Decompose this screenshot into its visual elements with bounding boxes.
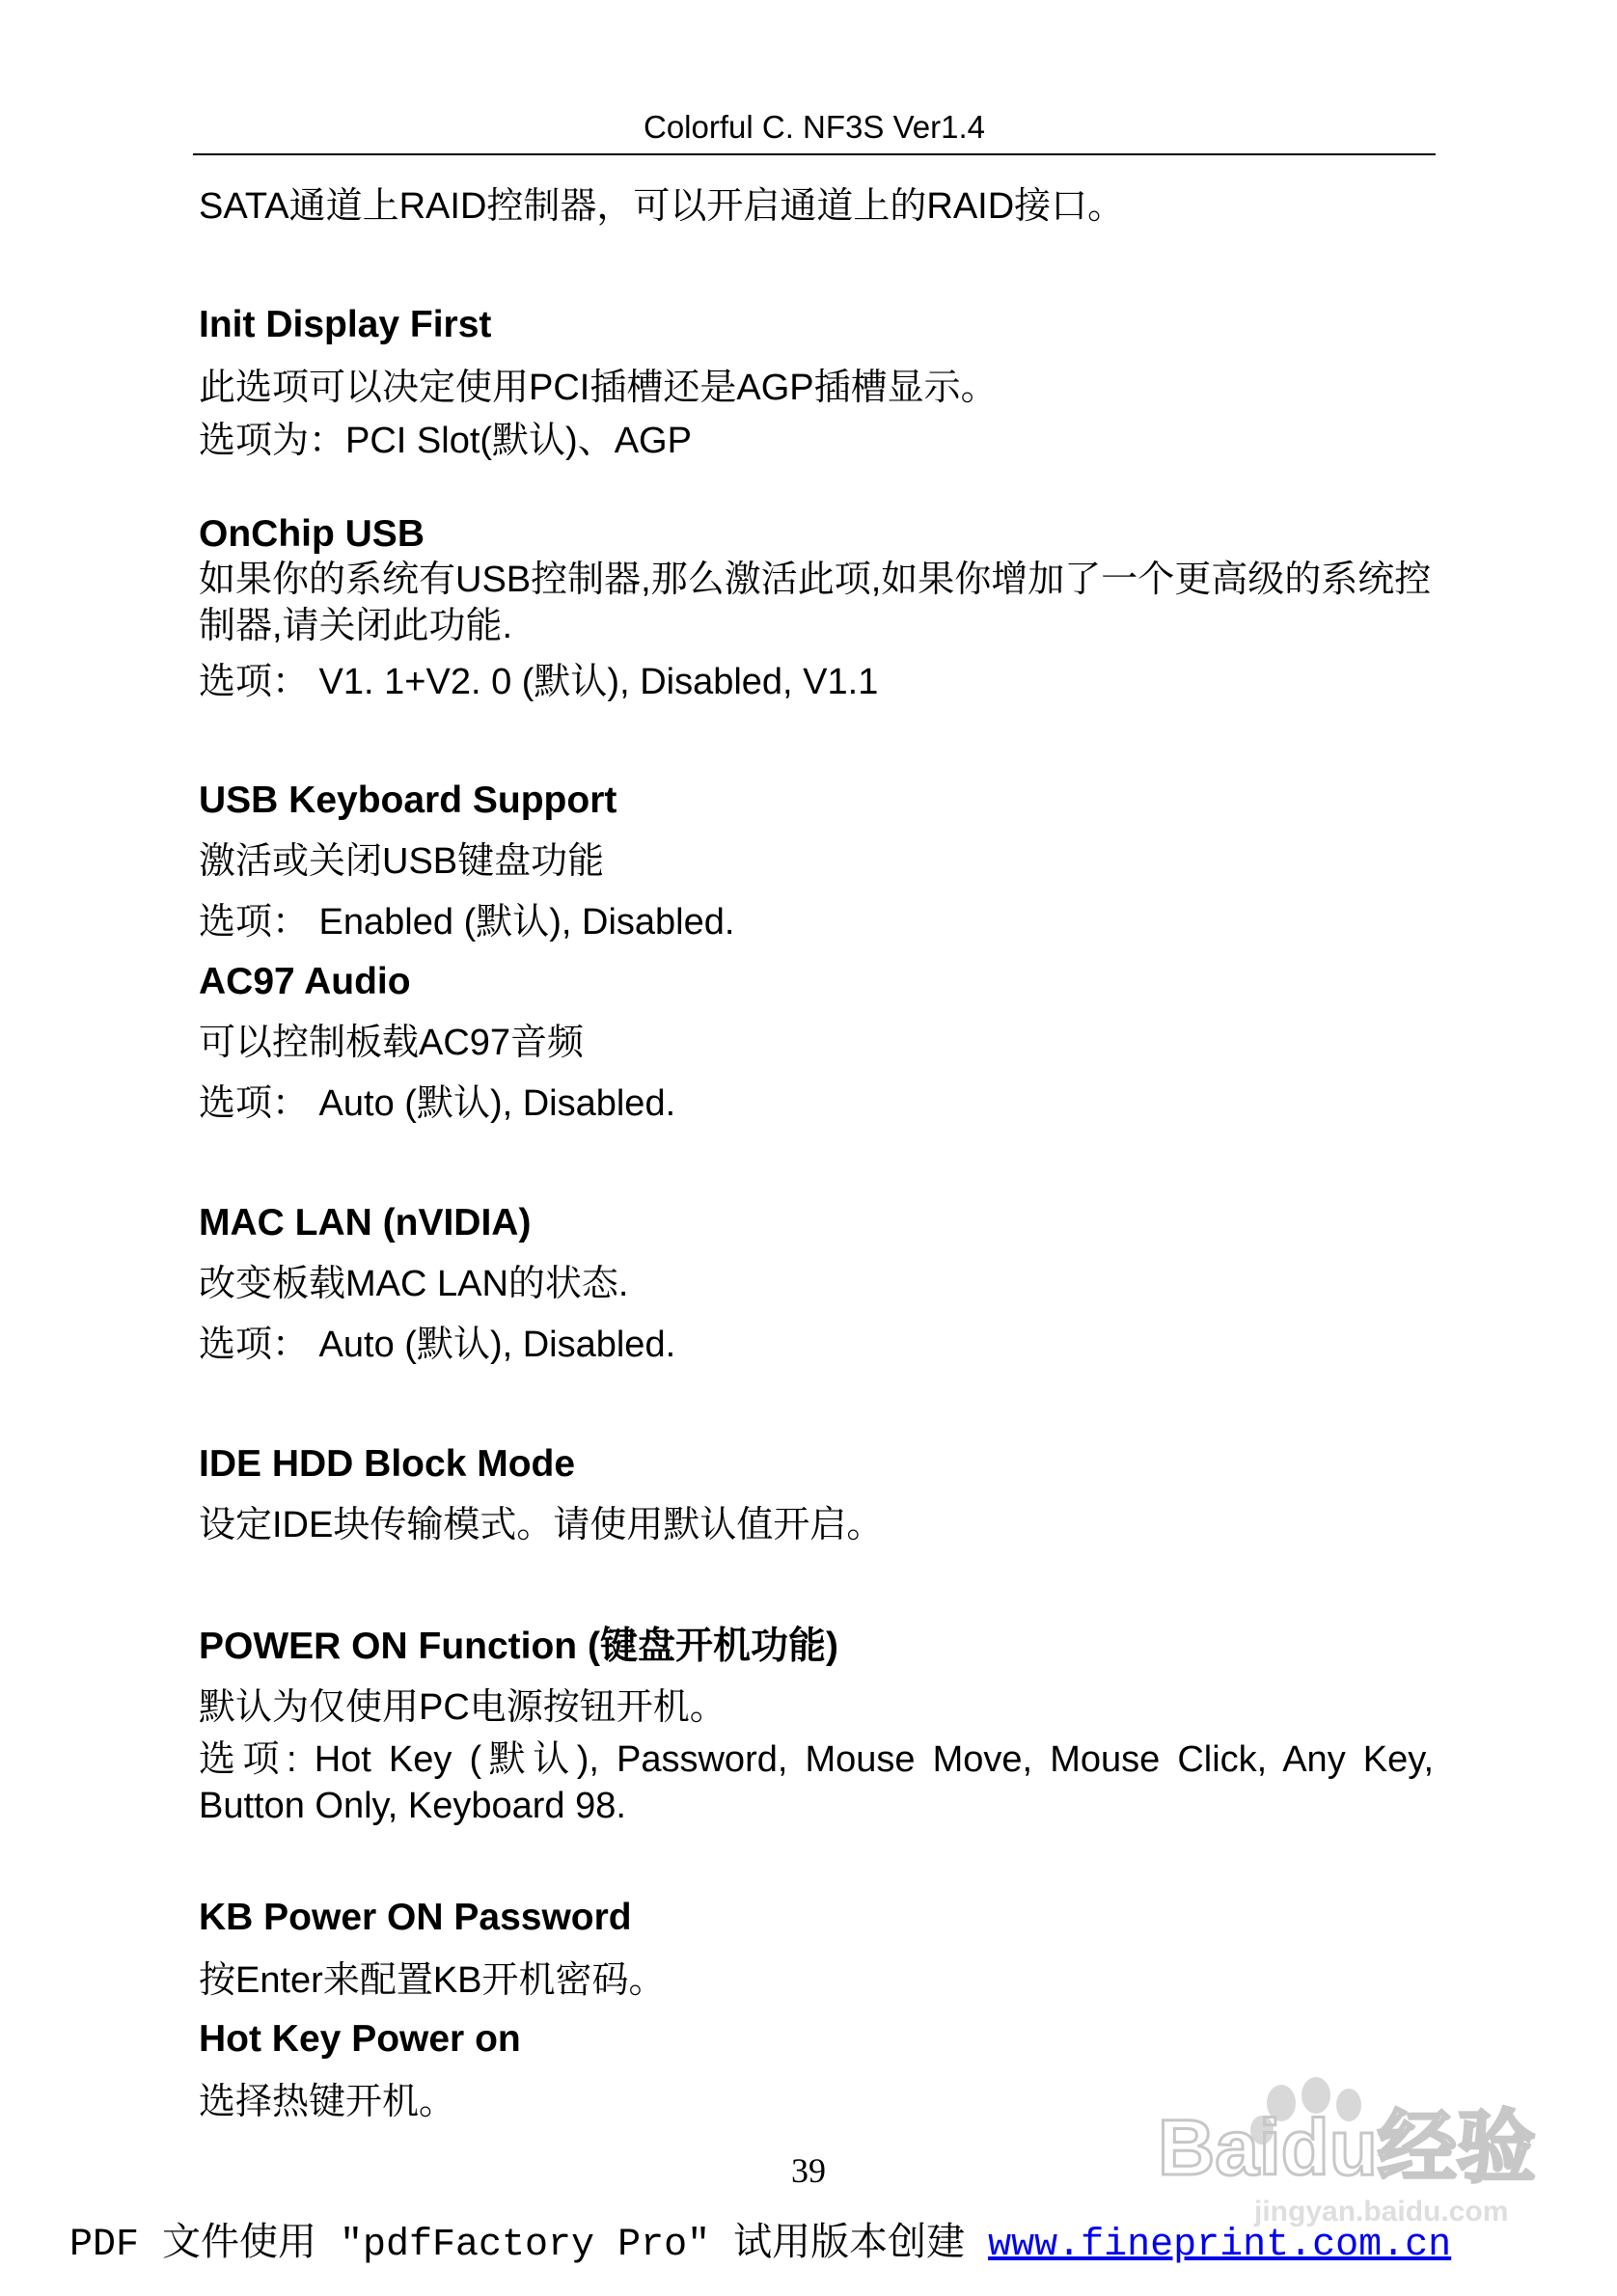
- init-display-description: 此选项可以决定使用PCI插槽还是AGP插槽显示。: [199, 368, 998, 408]
- mac-lan-description: 改变板载MAC LAN的状态.: [199, 1264, 629, 1304]
- hot-key-description: 选择热键开机。: [199, 2082, 456, 2122]
- ac97-description: 可以控制板载AC97音频: [199, 1023, 585, 1063]
- header-rule: [193, 153, 1436, 155]
- watermark-url: jingyan.baidu.com: [1254, 2196, 1509, 2228]
- heading-hot-key-power-on: Hot Key Power on: [199, 2018, 521, 2060]
- ide-hdd-description: 设定IDE块传输模式。请使用默认值开启。: [199, 1505, 884, 1545]
- heading-ac97-audio: AC97 Audio: [199, 961, 411, 1002]
- heading-kb-power-on-password: KB Power ON Password: [199, 1897, 632, 1938]
- heading-power-on-function: POWER ON Function (键盘开机功能): [199, 1626, 838, 1667]
- baidu-jingyan-watermark: [1154, 2061, 1540, 2234]
- power-on-options: 选项: Hot Key (默认), Password, Mouse Move, Mouse Click, Any Key, Button Only, Keyboard 98.: [199, 1739, 1434, 1826]
- usb-keyboard-options: 选项： Enabled (默认), Disabled.: [199, 902, 735, 943]
- watermark-brand: Baidu经验: [1158, 2104, 1536, 2192]
- ac97-options: 选项： Auto (默认), Disabled.: [199, 1083, 676, 1124]
- heading-ide-hdd-block-mode: IDE HDD Block Mode: [199, 1443, 576, 1485]
- heading-onchip-usb: OnChip USB: [199, 513, 425, 555]
- heading-usb-keyboard-support: USB Keyboard Support: [199, 779, 617, 821]
- power-on-description: 默认为仅使用PC电源按钮开机。: [199, 1687, 726, 1728]
- footer-link[interactable]: www.fineprint.com.cn: [988, 2224, 1452, 2267]
- usb-keyboard-description: 激活或关闭USB键盘功能: [199, 841, 605, 882]
- kb-power-password-description: 按Enter来配置KB开机密码。: [199, 1960, 666, 2001]
- page-number: 39: [791, 2151, 826, 2190]
- footer-text: PDF 文件使用 "pdfFactory Pro" 试用版本创建: [69, 2224, 989, 2267]
- header-title: Colorful C. NF3S Ver1.4: [644, 109, 985, 145]
- mac-lan-options: 选项： Auto (默认), Disabled.: [199, 1325, 676, 1365]
- init-display-options: 选项为：PCI Slot(默认)、AGP: [199, 421, 692, 461]
- heading-init-display-first: Init Display First: [199, 304, 492, 345]
- heading-mac-lan: MAC LAN (nVIDIA): [199, 1202, 532, 1244]
- intro-text: SATA通道上RAID控制器，可以开启通道上的RAID接口。: [199, 186, 1125, 227]
- onchip-usb-description: 如果你的系统有USB控制器,那么激活此项,如果你增加了一个更高级的系统控制器,请关闭此功能.: [199, 560, 1432, 646]
- onchip-usb-options: 选项： V1. 1+V2. 0 (默认), Disabled, V1.1: [199, 662, 879, 702]
